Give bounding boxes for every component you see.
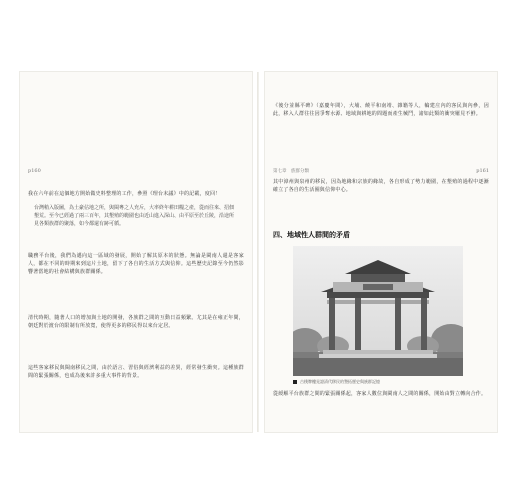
running-head: 第七章 族群分類 — [273, 169, 309, 174]
book-gutter — [257, 72, 259, 432]
right-paragraph-1: 《後分並縣平碑》（嘉慶年間），大埔、饒平和南靖、雜籍等人，輪建庄內的客民與內參，因此，移入人群往往因爭奪水源、地域與耕地的問題而產生械鬥，諸如此類的衝突屢見不鮮。 — [273, 103, 489, 117]
photo-caption — [293, 379, 380, 385]
right-paragraph-3: 從緩解平台族群之間的緊張關係起，客家人數位與閩南人之間的關係，開始由對立轉向合作。 — [273, 391, 487, 397]
right-paragraph-2: 其中漳州與泉州的移民，因為地緣和宗族的緣故，各自形成了勢力範圍，在墾殖的過程中逐漸確立了各自的生活圈與信仰中心。 — [273, 179, 489, 193]
caption-marker — [293, 380, 297, 384]
left-paragraph-3: 清代時期，隨著人口的增加與土地的開發，各族群之間的互動日益頻繁。尤其是在雍正年間，朝廷對於渡台的限制有所放寬，使得更多的移民得以來台定居。 — [28, 315, 244, 329]
left-paragraph-4: 這些客家移民與閩南移民之間，由於語言、習俗與經濟利益的差異，經常發生衝突。這種族群間的緊張關係，也成為後來許多重大事件的背景。 — [28, 365, 244, 379]
archway-illustration — [293, 246, 463, 376]
right-folio: p161 — [476, 168, 489, 174]
caption-text: 古樸牌樓見證清代移民的墾拓歷史與族群記憶 — [300, 379, 380, 384]
left-page — [20, 72, 252, 432]
right-page — [265, 72, 497, 432]
left-folio: p160 — [28, 168, 41, 174]
section-title: 四、地域性人群間的矛盾 — [273, 231, 350, 239]
left-paragraph-2: 職務平台後，我們為邁向這一區域的發展，開始了解其原本的狀態。無論是閩南人還是客家人，都在不同的時期來到這片土地，留下了各自的生活方式與信仰。這些歷史記錄至今仍然影響著當地的社會結構與族群關係。 — [28, 253, 244, 275]
left-paragraph-1: 我在六年前在這個地方開始做史料整理的工作，參照《理台末議》中的記載，度回！ — [28, 191, 221, 197]
left-quote: 台灣稍入版圖，為土豪佔地之所，與閩粵之人充斥，大率終年耕田糧之產，從而往來、招佃墾荒。至今已經過了兩三百年，其墾殖的範圍也由近山進入深山、由平原至於丘陵，沿途所見各類族群的聚落，如今都還有跡可循。 — [34, 205, 235, 227]
archway-photo — [293, 246, 463, 376]
